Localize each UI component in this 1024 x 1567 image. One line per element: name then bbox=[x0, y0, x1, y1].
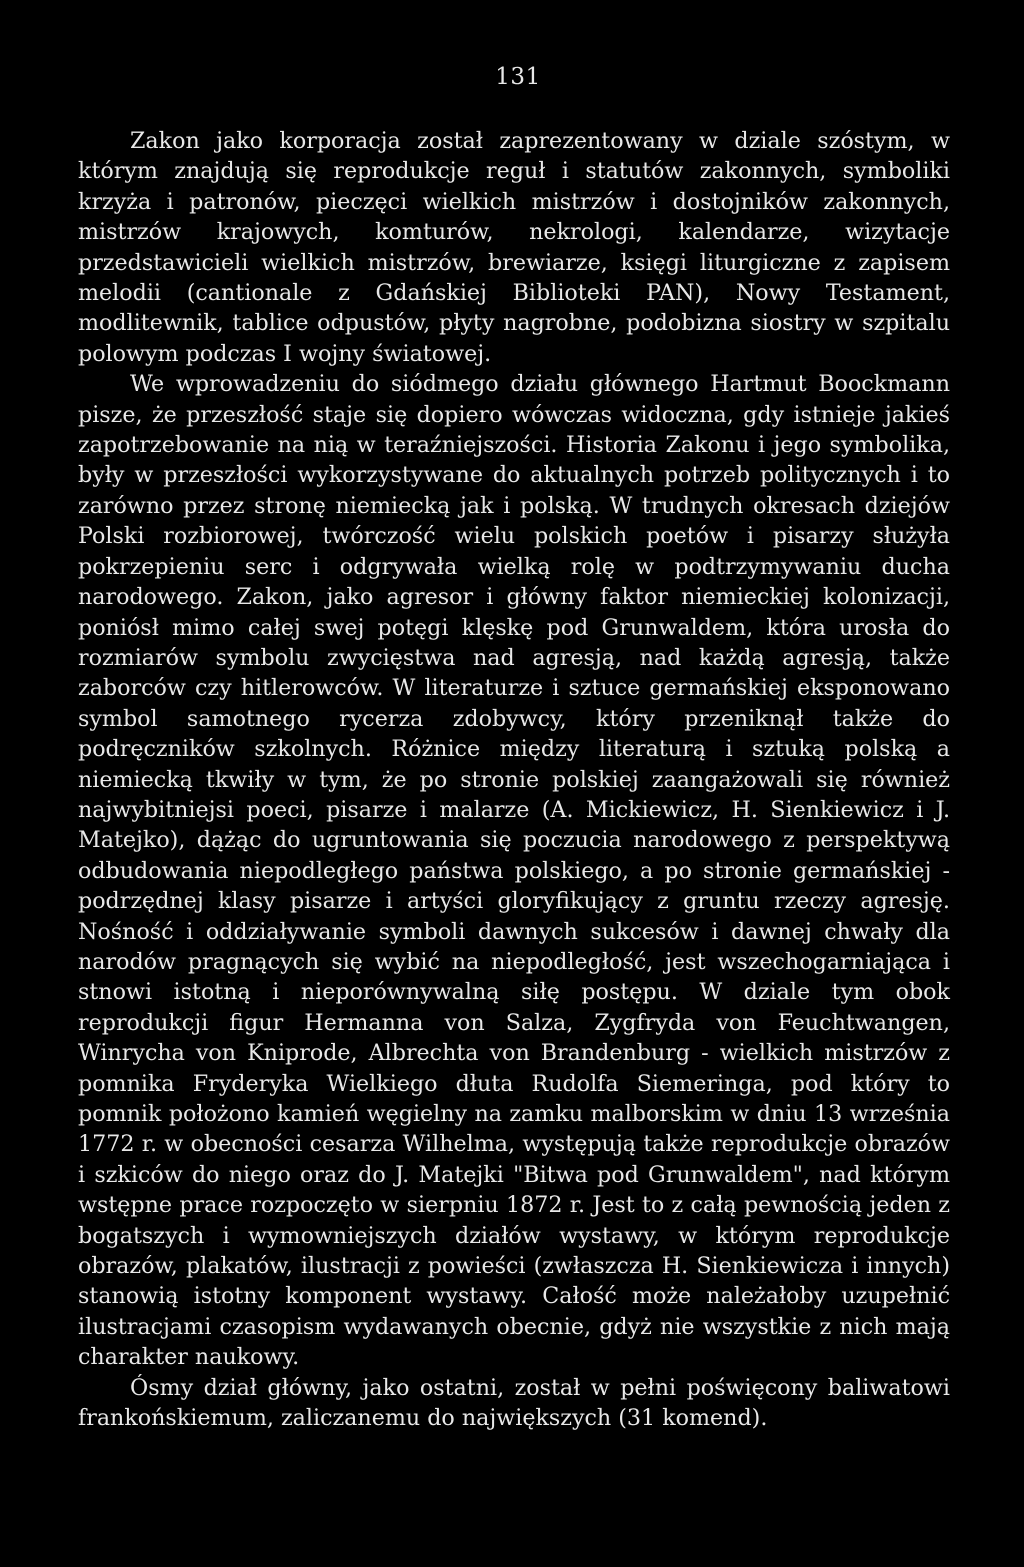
paragraph-3: Ósmy dział główny, jako ostatni, został w pełni poświęcony baliwatowi frankońskiemum, zaliczanemu do największych (31 komend). bbox=[78, 1374, 950, 1432]
page-number: 131 bbox=[495, 64, 541, 90]
body-text bbox=[78, 126, 950, 1433]
paragraph-1: Zakon jako korporacja został zaprezentowany w dziale szóstym, w którym znajdują się reprodukcje reguł i statutów zakonnych, symboliki krzyża i patronów, pieczęci wielkich mistrzów i dostojników zakonnych, mistrzów krajowych, komturów, nekrologi, kalendarze, wizytacje przedstawicieli wielkich mistrzów, brewiarze, księgi liturgiczne z zapisem melodii (cantionale z Gdańskiej Biblioteki PAN), Nowy Testament, modlitewnik, tablice odpustów, płyty nagrobne, podobizna siostry w szpitalu polowym podczas I wojny światowej. bbox=[78, 128, 950, 367]
paragraph-2: We wprowadzeniu do siódmego działu głównego Hartmut Boockmann pisze, że przeszłość staje się dopiero wówczas widoczna, gdy istnieje jakieś zapotrzebowanie na nią w teraźniejszości. Historia Zakonu i jego symbolika, były w przeszłości wykorzystywane do aktualnych potrzeb politycznych i to zarówno przez stronę niemiecką jak i polską. W trudnych okresach dziejów Polski rozbiorowej, twórczość wielu polskich poetów i pisarzy służyła pokrzepieniu serc i odgrywała wielką rolę w podtrzymywaniu ducha narodowego. Zakon, jako agresor i główny faktor niemieckiej kolonizacji, poniósł mimo całej swej potęgi klęskę pod Grunwaldem, która urosła do rozmiarów symbolu zwycięstwa nad agresją, nad każdą agresją, także zaborców czy hitlerowców. W literaturze i sztuce germańskiej eksponowano symbol samotnego rycerza zdobywcy, który przeniknął także do podręczników szkolnych. Różnice między literaturą i sztuką polską a niemiecką tkwiły w tym, że po stronie polskiej zaangażowali się również najwybitniejsi poeci, pisarze i malarze (A. Mickiewicz, H. Sienkiewicz i J. Matejko), dążąc do ugruntowania się poczucia narodowego z perspektywą odbudowania niepodległego państwa polskiego, a po stronie germańskiej - podrzędnej klasy pisarze i artyści gloryfikujący z gruntu rzeczy agresję. Nośność i oddziaływanie symboli dawnych sukcesów i dawnej chwały dla narodów pragnących się wybić na niepodległość, jest wszechogarniająca i stnowi istotną i nieporównywalną siłę postępu. W dziale tym obok reprodukcji figur Hermanna von Salza, Zygfryda von Feuchtwangen, Winrycha von Kniprode, Albrechta von Brandenburg - wielkich mistrzów z pomnika Fryderyka Wielkiego dłuta Rudolfa Siemeringa, pod który to pomnik położono kamień węgielny na zamku malborskim w dniu 13 września 1772 r. w obecności cesarza Wilhelma, występują także reprodukcje obrazów i szkiców do niego oraz do J. Matejki "Bitwa pod Grunwaldem", nad którym wstępne prace rozpoczęto w sierpniu 1872 r. Jest to z całą pewnością jeden z bogatszych i wymowniejszych działów wystawy, w którym reprodukcje obrazów, plakatów, ilustracji z powieści (zwłaszcza H. Sienkiewicza i innych) stanowią istotny komponent wystawy. Całość może należałoby uzupełnić ilustracjami czasopism wydawanych obecnie, gdyż nie wszystkie z nich mają charakter naukowy. bbox=[78, 371, 950, 1371]
